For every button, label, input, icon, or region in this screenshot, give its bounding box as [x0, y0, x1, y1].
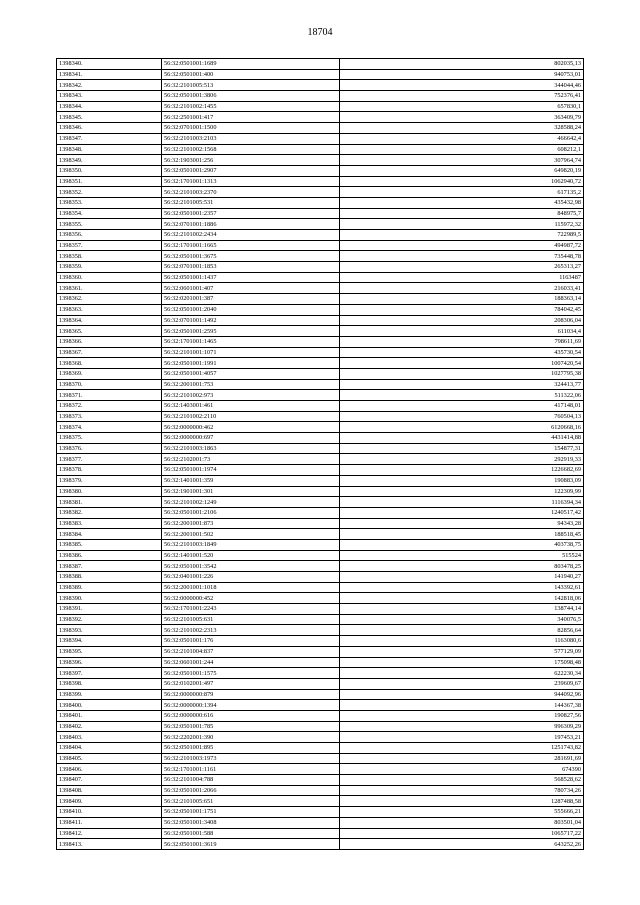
row-number-cell: 1398373.: [57, 411, 162, 422]
row-number-cell: 1398361.: [57, 283, 162, 294]
row-number-cell: 1398351.: [57, 176, 162, 187]
cadastral-number-cell: 56:32:0601001:407: [162, 283, 340, 294]
cadastral-value-cell: 188363,14: [340, 294, 584, 305]
row-number-cell: 1398389.: [57, 582, 162, 593]
cadastral-value-cell: 292919,33: [340, 454, 584, 465]
cadastral-value-cell: 944092,96: [340, 689, 584, 700]
cadastral-number-cell: 56:32:2101002:1249: [162, 497, 340, 508]
cadastral-value-cell: 175098,48: [340, 657, 584, 668]
cadastral-number-cell: 56:32:2101003:1849: [162, 539, 340, 550]
cadastral-value-cell: 142818,06: [340, 593, 584, 604]
cadastral-value-cell: 494987,72: [340, 240, 584, 251]
row-number-cell: 1398345.: [57, 112, 162, 123]
table-row: [57, 368, 584, 379]
cadastral-value-cell: 466642,4: [340, 133, 584, 144]
cadastral-value-cell: 798611,69: [340, 336, 584, 347]
table-row: [57, 101, 584, 112]
row-number-cell: 1398393.: [57, 625, 162, 636]
cadastral-value-cell: 1251743,82: [340, 743, 584, 754]
cadastral-number-cell: 56:32:0000000:1394: [162, 700, 340, 711]
cadastral-number-cell: 56:32:2101002:973: [162, 390, 340, 401]
row-number-cell: 1398412.: [57, 828, 162, 839]
cadastral-number-cell: 56:32:0401001:226: [162, 572, 340, 583]
table-row: [57, 636, 584, 647]
cadastral-value-cell: 208306,04: [340, 315, 584, 326]
cadastral-number-cell: 56:32:0501001:2595: [162, 326, 340, 337]
cadastral-number-cell: 56:32:2101003:1863: [162, 443, 340, 454]
table-row: [57, 828, 584, 839]
table-row: [57, 529, 584, 540]
row-number-cell: 1398343.: [57, 91, 162, 102]
cadastral-number-cell: 56:32:0501001:3619: [162, 839, 340, 850]
row-number-cell: 1398404.: [57, 743, 162, 754]
row-number-cell: 1398376.: [57, 443, 162, 454]
table-row: [57, 593, 584, 604]
cadastral-number-cell: 56:32:0501001:176: [162, 636, 340, 647]
cadastral-value-cell: 190883,09: [340, 475, 584, 486]
row-number-cell: 1398354.: [57, 208, 162, 219]
table-row: [57, 550, 584, 561]
cadastral-number-cell: 56:32:0501001:2040: [162, 304, 340, 315]
table-row: [57, 475, 584, 486]
row-number-cell: 1398348.: [57, 144, 162, 155]
cadastral-value-cell: 115972,32: [340, 219, 584, 230]
table-row: [57, 123, 584, 134]
cadastral-value-cell: 363409,79: [340, 112, 584, 123]
cadastral-number-cell: 56:32:0501001:400: [162, 69, 340, 80]
cadastral-value-cell: 622230,34: [340, 668, 584, 679]
cadastral-value-table: [56, 58, 584, 850]
cadastral-number-cell: 56:32:0501001:1974: [162, 465, 340, 476]
cadastral-value-cell: 1163487: [340, 272, 584, 283]
table-row: [57, 465, 584, 476]
table-row: [57, 336, 584, 347]
table-row: [57, 283, 584, 294]
cadastral-value-cell: 760504,13: [340, 411, 584, 422]
cadastral-value-cell: 608212,1: [340, 144, 584, 155]
cadastral-number-cell: 56:32:0501001:1437: [162, 272, 340, 283]
cadastral-value-cell: 188518,45: [340, 529, 584, 540]
row-number-cell: 1398346.: [57, 123, 162, 134]
cadastral-number-cell: 56:32:2001001:873: [162, 518, 340, 529]
cadastral-number-cell: 56:32:2101004:837: [162, 646, 340, 657]
row-number-cell: 1398368.: [57, 358, 162, 369]
cadastral-value-cell: 649820,19: [340, 165, 584, 176]
table-row: [57, 433, 584, 444]
row-number-cell: 1398378.: [57, 465, 162, 476]
cadastral-number-cell: 56:32:0102001:497: [162, 678, 340, 689]
row-number-cell: 1398349.: [57, 155, 162, 166]
row-number-cell: 1398408.: [57, 785, 162, 796]
table-row: [57, 796, 584, 807]
cadastral-number-cell: 56:32:2101004:788: [162, 775, 340, 786]
table-row: [57, 91, 584, 102]
table-row: [57, 294, 584, 305]
row-number-cell: 1398395.: [57, 646, 162, 657]
row-number-cell: 1398369.: [57, 368, 162, 379]
page-number: 18704: [307, 27, 333, 38]
table-row: [57, 133, 584, 144]
table-row: [57, 839, 584, 850]
row-number-cell: 1398375.: [57, 433, 162, 444]
row-number-cell: 1398399.: [57, 689, 162, 700]
cadastral-value-cell: 803478,25: [340, 561, 584, 572]
row-number-cell: 1398383.: [57, 518, 162, 529]
cadastral-number-cell: 56:32:2101002:1455: [162, 101, 340, 112]
table-row: [57, 721, 584, 732]
cadastral-number-cell: 56:32:0501001:2106: [162, 507, 340, 518]
cadastral-number-cell: 56:32:2101005:531: [162, 197, 340, 208]
cadastral-number-cell: 56:32:0000000:462: [162, 422, 340, 433]
cadastral-number-cell: 56:32:1401001:359: [162, 475, 340, 486]
table-row: [57, 155, 584, 166]
row-number-cell: 1398396.: [57, 657, 162, 668]
table-row: [57, 689, 584, 700]
table-row: [57, 443, 584, 454]
cadastral-value-cell: 197453,21: [340, 732, 584, 743]
cadastral-value-cell: 802035,13: [340, 59, 584, 70]
cadastral-number-cell: 56:32:0501001:1689: [162, 59, 340, 70]
table-row: [57, 539, 584, 550]
cadastral-value-cell: 996309,29: [340, 721, 584, 732]
cadastral-value-cell: 848975,7: [340, 208, 584, 219]
cadastral-number-cell: 56:32:1701001:1161: [162, 764, 340, 775]
cadastral-number-cell: 56:32:0501001:588: [162, 828, 340, 839]
cadastral-value-cell: 940753,01: [340, 69, 584, 80]
cadastral-value-cell: 141940,27: [340, 572, 584, 583]
row-number-cell: 1398347.: [57, 133, 162, 144]
cadastral-number-cell: 56:32:1701001:1665: [162, 240, 340, 251]
cadastral-value-cell: 511322,06: [340, 390, 584, 401]
cadastral-value-cell: 328588,24: [340, 123, 584, 134]
cadastral-number-cell: 56:32:0501001:4057: [162, 368, 340, 379]
row-number-cell: 1398341.: [57, 69, 162, 80]
cadastral-number-cell: 56:32:1903001:256: [162, 155, 340, 166]
table-row: [57, 197, 584, 208]
table-row: [57, 710, 584, 721]
table-row: [57, 80, 584, 91]
row-number-cell: 1398340.: [57, 59, 162, 70]
row-number-cell: 1398402.: [57, 721, 162, 732]
cadastral-number-cell: 56:32:0501001:3408: [162, 817, 340, 828]
table-row: [57, 572, 584, 583]
table-row: [57, 753, 584, 764]
table-row: [57, 262, 584, 273]
cadastral-value-cell: 435432,98: [340, 197, 584, 208]
row-number-cell: 1398366.: [57, 336, 162, 347]
cadastral-number-cell: 56:32:0000000:697: [162, 433, 340, 444]
cadastral-value-cell: 216033,41: [340, 283, 584, 294]
table-row: [57, 411, 584, 422]
cadastral-number-cell: 56:32:0501001:1575: [162, 668, 340, 679]
cadastral-value-cell: 144367,38: [340, 700, 584, 711]
cadastral-number-cell: 56:32:2101003:1973: [162, 753, 340, 764]
cadastral-number-cell: 56:32:1701001:1465: [162, 336, 340, 347]
table-row: [57, 315, 584, 326]
cadastral-value-cell: 307964,74: [340, 155, 584, 166]
row-number-cell: 1398372.: [57, 401, 162, 412]
table-row: [57, 518, 584, 529]
cadastral-value-cell: 4431414,88: [340, 433, 584, 444]
cadastral-number-cell: 56:32:2001001:1018: [162, 582, 340, 593]
row-number-cell: 1398413.: [57, 839, 162, 850]
cadastral-value-cell: 239609,67: [340, 678, 584, 689]
cadastral-number-cell: 56:32:2101002:1568: [162, 144, 340, 155]
table-row: [57, 176, 584, 187]
table-body: [57, 59, 584, 850]
table-row: [57, 454, 584, 465]
cadastral-value-cell: 143392,61: [340, 582, 584, 593]
cadastral-number-cell: 56:32:0501001:895: [162, 743, 340, 754]
row-number-cell: 1398344.: [57, 101, 162, 112]
row-number-cell: 1398382.: [57, 507, 162, 518]
cadastral-number-cell: 56:32:2501001:417: [162, 112, 340, 123]
table-row: [57, 219, 584, 230]
cadastral-number-cell: 56:32:0501001:1751: [162, 807, 340, 818]
table-row: [57, 614, 584, 625]
row-number-cell: 1398406.: [57, 764, 162, 775]
table-row: [57, 657, 584, 668]
table-row: [57, 817, 584, 828]
table-row: [57, 401, 584, 412]
cadastral-value-cell: 784042,45: [340, 304, 584, 315]
row-number-cell: 1398359.: [57, 262, 162, 273]
row-number-cell: 1398367.: [57, 347, 162, 358]
table-row: [57, 358, 584, 369]
cadastral-number-cell: 56:32:0501001:3542: [162, 561, 340, 572]
row-number-cell: 1398360.: [57, 272, 162, 283]
row-number-cell: 1398390.: [57, 593, 162, 604]
table-row: [57, 112, 584, 123]
row-number-cell: 1398409.: [57, 796, 162, 807]
cadastral-value-cell: 1116394,34: [340, 497, 584, 508]
cadastral-value-cell: 568528,62: [340, 775, 584, 786]
cadastral-value-cell: 1163080,6: [340, 636, 584, 647]
cadastral-number-cell: 56:32:1401001:520: [162, 550, 340, 561]
table-row: [57, 646, 584, 657]
row-number-cell: 1398377.: [57, 454, 162, 465]
cadastral-value-cell: 617135,2: [340, 187, 584, 198]
cadastral-value-cell: 752376,41: [340, 91, 584, 102]
cadastral-value-cell: 1065717,22: [340, 828, 584, 839]
row-number-cell: 1398385.: [57, 539, 162, 550]
table-row: [57, 785, 584, 796]
table-row: [57, 668, 584, 679]
cadastral-number-cell: 56:32:0701001:1500: [162, 123, 340, 134]
table-row: [57, 272, 584, 283]
cadastral-value-cell: 154877,31: [340, 443, 584, 454]
table-row: [57, 251, 584, 262]
cadastral-number-cell: 56:32:0601001:244: [162, 657, 340, 668]
row-number-cell: 1398381.: [57, 497, 162, 508]
table-row: [57, 347, 584, 358]
row-number-cell: 1398379.: [57, 475, 162, 486]
cadastral-value-cell: 82856,64: [340, 625, 584, 636]
row-number-cell: 1398398.: [57, 678, 162, 689]
cadastral-number-cell: 56:32:2101001:1071: [162, 347, 340, 358]
row-number-cell: 1398411.: [57, 817, 162, 828]
cadastral-value-cell: 1027795,38: [340, 368, 584, 379]
cadastral-number-cell: 56:32:2101002:2313: [162, 625, 340, 636]
cadastral-number-cell: 56:32:1901001:301: [162, 486, 340, 497]
table-row: [57, 497, 584, 508]
table-row: [57, 732, 584, 743]
cadastral-value-cell: 435730,54: [340, 347, 584, 358]
cadastral-value-cell: 1287488,58: [340, 796, 584, 807]
table-row: [57, 59, 584, 70]
table-row: [57, 743, 584, 754]
table-row: [57, 625, 584, 636]
cadastral-number-cell: 56:32:1403001:461: [162, 401, 340, 412]
cadastral-number-cell: 56:32:0201001:387: [162, 294, 340, 305]
cadastral-number-cell: 56:32:0701001:1886: [162, 219, 340, 230]
row-number-cell: 1398392.: [57, 614, 162, 625]
row-number-cell: 1398394.: [57, 636, 162, 647]
cadastral-number-cell: 56:32:2102001:73: [162, 454, 340, 465]
cadastral-number-cell: 56:32:0000000:879: [162, 689, 340, 700]
row-number-cell: 1398403.: [57, 732, 162, 743]
cadastral-value-cell: 657830,1: [340, 101, 584, 112]
cadastral-value-cell: 1226682,69: [340, 465, 584, 476]
table-row: [57, 582, 584, 593]
cadastral-number-cell: 56:32:2001001:502: [162, 529, 340, 540]
cadastral-value-cell: 611034,4: [340, 326, 584, 337]
row-number-cell: 1398388.: [57, 572, 162, 583]
cadastral-value-cell: 344044,46: [340, 80, 584, 91]
table-row: [57, 165, 584, 176]
row-number-cell: 1398407.: [57, 775, 162, 786]
cadastral-number-cell: 56:32:0501001:2907: [162, 165, 340, 176]
cadastral-value-cell: 515524: [340, 550, 584, 561]
table-row: [57, 390, 584, 401]
cadastral-number-cell: 56:32:0501001:2357: [162, 208, 340, 219]
table-row: [57, 379, 584, 390]
cadastral-number-cell: 56:32:0701001:1492: [162, 315, 340, 326]
cadastral-value-cell: 722989,5: [340, 230, 584, 241]
cadastral-value-cell: 417148,01: [340, 401, 584, 412]
cadastral-number-cell: 56:32:0501001:3806: [162, 91, 340, 102]
cadastral-number-cell: 56:32:1701001:1313: [162, 176, 340, 187]
cadastral-number-cell: 56:32:2101005:651: [162, 796, 340, 807]
table-row: [57, 326, 584, 337]
table-row: [57, 240, 584, 251]
cadastral-number-cell: 56:32:0000000:616: [162, 710, 340, 721]
cadastral-value-cell: 577129,09: [340, 646, 584, 657]
cadastral-value-cell: 1062940,72: [340, 176, 584, 187]
row-number-cell: 1398370.: [57, 379, 162, 390]
cadastral-value-cell: 1240517,42: [340, 507, 584, 518]
cadastral-value-cell: 138744,14: [340, 604, 584, 615]
cadastral-number-cell: 56:32:0000000:452: [162, 593, 340, 604]
cadastral-number-cell: 56:32:0501001:1991: [162, 358, 340, 369]
row-number-cell: 1398362.: [57, 294, 162, 305]
table-row: [57, 775, 584, 786]
table-row: [57, 604, 584, 615]
cadastral-value-cell: 190827,56: [340, 710, 584, 721]
row-number-cell: 1398410.: [57, 807, 162, 818]
cadastral-value-cell: 803501,04: [340, 817, 584, 828]
table-row: [57, 700, 584, 711]
cadastral-value-cell: 6120668,16: [340, 422, 584, 433]
cadastral-value-cell: 94343,28: [340, 518, 584, 529]
table-row: [57, 507, 584, 518]
cadastral-value-cell: 324413,77: [340, 379, 584, 390]
cadastral-number-cell: 56:32:2101005:513: [162, 80, 340, 91]
row-number-cell: 1398365.: [57, 326, 162, 337]
row-number-cell: 1398358.: [57, 251, 162, 262]
cadastral-value-cell: 780734,26: [340, 785, 584, 796]
table-row: [57, 678, 584, 689]
row-number-cell: 1398374.: [57, 422, 162, 433]
cadastral-number-cell: 56:32:2101003:2370: [162, 187, 340, 198]
row-number-cell: 1398356.: [57, 230, 162, 241]
table-row: [57, 144, 584, 155]
row-number-cell: 1398363.: [57, 304, 162, 315]
cadastral-number-cell: 56:32:2202001:390: [162, 732, 340, 743]
table-row: [57, 807, 584, 818]
row-number-cell: 1398342.: [57, 80, 162, 91]
table-row: [57, 486, 584, 497]
row-number-cell: 1398391.: [57, 604, 162, 615]
row-number-cell: 1398352.: [57, 187, 162, 198]
row-number-cell: 1398387.: [57, 561, 162, 572]
table-row: [57, 187, 584, 198]
cadastral-number-cell: 56:32:2101005:631: [162, 614, 340, 625]
cadastral-value-cell: 1007420,54: [340, 358, 584, 369]
table-row: [57, 230, 584, 241]
cadastral-value-cell: 265313,27: [340, 262, 584, 273]
row-number-cell: 1398353.: [57, 197, 162, 208]
cadastral-number-cell: 56:32:2101002:2110: [162, 411, 340, 422]
cadastral-number-cell: 56:32:2001001:753: [162, 379, 340, 390]
table-row: [57, 561, 584, 572]
row-number-cell: 1398371.: [57, 390, 162, 401]
cadastral-value-cell: 555666,21: [340, 807, 584, 818]
table-row: [57, 69, 584, 80]
cadastral-number-cell: 56:32:2101003:2103: [162, 133, 340, 144]
cadastral-value-cell: 403738,75: [340, 539, 584, 550]
cadastral-number-cell: 56:32:1701001:2243: [162, 604, 340, 615]
row-number-cell: 1398357.: [57, 240, 162, 251]
cadastral-number-cell: 56:32:0701001:1853: [162, 262, 340, 273]
row-number-cell: 1398401.: [57, 710, 162, 721]
row-number-cell: 1398397.: [57, 668, 162, 679]
cadastral-number-cell: 56:32:0501001:3675: [162, 251, 340, 262]
cadastral-number-cell: 56:32:0501001:785: [162, 721, 340, 732]
cadastral-value-cell: 340076,5: [340, 614, 584, 625]
table-row: [57, 304, 584, 315]
cadastral-value-cell: 735448,78: [340, 251, 584, 262]
row-number-cell: 1398405.: [57, 753, 162, 764]
cadastral-value-cell: 281691,69: [340, 753, 584, 764]
row-number-cell: 1398355.: [57, 219, 162, 230]
row-number-cell: 1398380.: [57, 486, 162, 497]
cadastral-number-cell: 56:32:2101002:2434: [162, 230, 340, 241]
table-row: [57, 764, 584, 775]
cadastral-number-cell: 56:32:0501001:2066: [162, 785, 340, 796]
cadastral-value-cell: 122309,99: [340, 486, 584, 497]
row-number-cell: 1398350.: [57, 165, 162, 176]
row-number-cell: 1398400.: [57, 700, 162, 711]
row-number-cell: 1398364.: [57, 315, 162, 326]
row-number-cell: 1398384.: [57, 529, 162, 540]
table-row: [57, 208, 584, 219]
cadastral-value-cell: 643252,26: [340, 839, 584, 850]
table-row: [57, 422, 584, 433]
cadastral-value-cell: 674390: [340, 764, 584, 775]
row-number-cell: 1398386.: [57, 550, 162, 561]
